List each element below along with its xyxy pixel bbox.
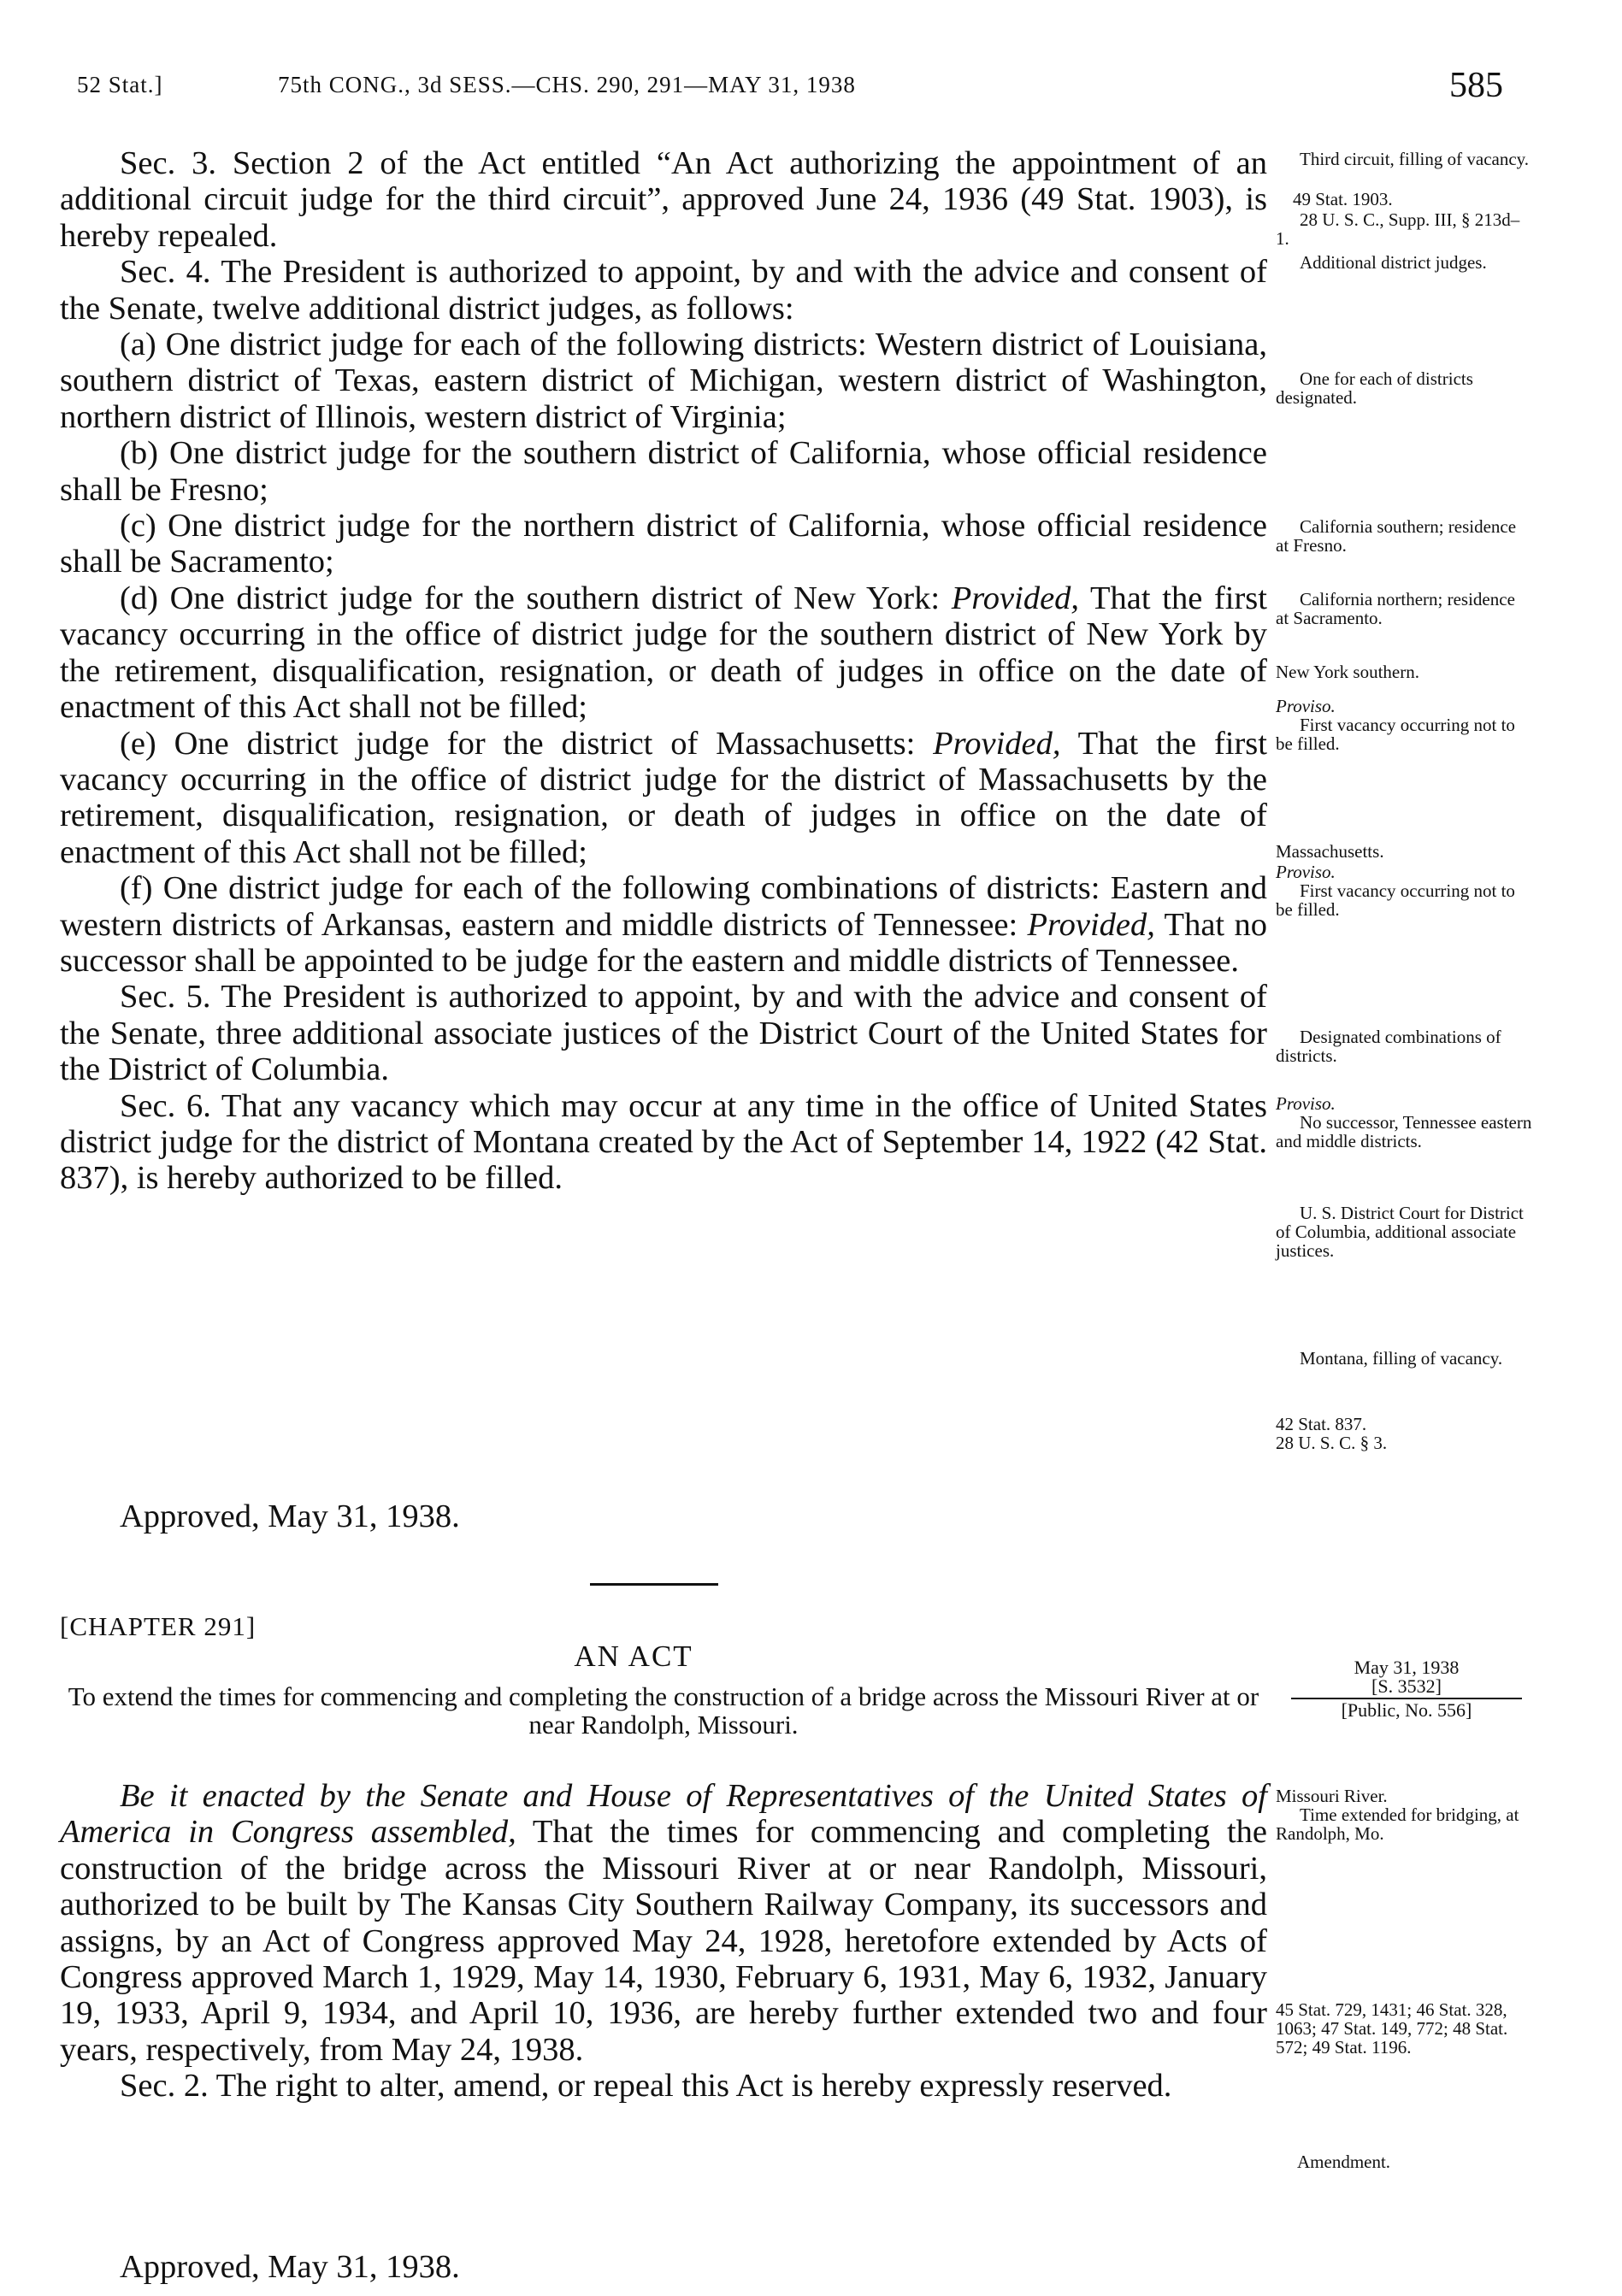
margin-note: Amendment.: [1297, 2152, 1391, 2172]
item-e: (e) One district judge for the district of Massachusetts: Provided, That the first vacancy occurring in the office of district judge for the district of Massachusetts by the retirement, disqualification, resignation, or death of judges in office on the date of enactment of this Act shall not be filled;: [60, 725, 1267, 870]
item-a: (a) One district judge for each of the following districts: Western district of Louisiana, southern district of Texas, eastern district of Michigan, western district of Washington, northern district of Illinois, western district of Virginia;: [60, 327, 1267, 435]
margin-note: Proviso. No successor, Tennessee eastern and middle districts.: [1276, 1093, 1532, 1151]
chapter-290-text: [60, 145, 1267, 1197]
margin-note: Additional district judges.: [1300, 252, 1487, 273]
margin-note: U. S. District Court for District of Columbia, additional associate justices.: [1276, 1203, 1524, 1261]
margin-note: Missouri River. Time extended for bridging, at Randolph, Mo.: [1276, 1786, 1519, 1844]
approval-line-1: Approved, May 31, 1938.: [120, 1498, 460, 1534]
senate-bill: [S. 3532]: [1371, 1675, 1442, 1697]
section-4: Sec. 4. The President is authorized to appoint, by and with the advice and consent of the Senate, twelve additional district judges, as follows:: [60, 254, 1267, 327]
act-title: To extend the times for commencing and completing the construction of a bridge across the Missouri River at or near Randolph, Missouri.: [68, 1681, 1259, 1740]
margin-note: Proviso. First vacancy occurring not to be filled.: [1276, 696, 1515, 754]
statute-volume: 52 Stat.]: [77, 72, 163, 97]
margin-note: Massachusetts.: [1276, 841, 1384, 862]
margin-note: New York southern.: [1276, 662, 1419, 682]
chapter-divider: [590, 1583, 718, 1586]
margin-note: Third circuit, filling of vacancy.: [1300, 149, 1530, 169]
an-act-heading: AN ACT: [574, 1640, 693, 1673]
margin-notes: [1276, 0, 1532, 2296]
chapter-291-text: [60, 1778, 1267, 2105]
section-5: Sec. 5. The President is authorized to appoint, by and with the advice and consent of the Senate, three additional associate justices of the District Court of the United States for the District of Columbia.: [60, 979, 1267, 1088]
session-chapter-line: 75th CONG., 3d SESS.—CHS. 290, 291—MAY 31, 1938: [278, 72, 856, 97]
item-f: (f) One district judge for each of the following combinations of districts: Eastern and western districts of Arkansas, eastern and middle districts of Tennessee: Provided, That no successor shall be appointed to be judge for the eastern and middle districts of Tennessee.: [60, 870, 1267, 979]
margin-note: One for each of districts designated.: [1276, 368, 1473, 408]
item-b: (b) One district judge for the southern district of California, whose official residence shall be Fresno;: [60, 435, 1267, 508]
public-law-number: [Public, No. 556]: [1341, 1699, 1472, 1721]
margin-note: 42 Stat. 837. 28 U. S. C. § 3.: [1276, 1414, 1388, 1453]
margin-note: 45 Stat. 729, 1431; 46 Stat. 328, 1063; 47 Stat. 149, 772; 48 Stat. 572; 49 Stat. 1196.: [1276, 1999, 1508, 2058]
section-3: Sec. 3. Section 2 of the Act entitled “An Act authorizing the appointment of an additional circuit judge for the third circuit”, approved June 24, 1936 (49 Stat. 1903), is hereby repealed.: [60, 145, 1267, 254]
item-d: (d) One district judge for the southern district of New York: Provided, That the first vacancy occurring in the office of district judge for the southern district of New York by the retirement, disqualification, resignation, or death of judges in office on the date of enactment of this Act shall not be filled;: [60, 580, 1267, 726]
margin-note: Proviso. First vacancy occurring not to be filled.: [1276, 862, 1515, 920]
page-number: 585: [1449, 66, 1503, 105]
margin-note: 49 Stat. 1903.: [1293, 189, 1393, 209]
section-6: Sec. 6. That any vacancy which may occur at any time in the office of United States district judge for the district of Montana created by the Act of September 14, 1922 (42 Stat. 837), is hereby authorized to be filled.: [60, 1087, 1267, 1197]
chapter-heading: [CHAPTER 291]: [60, 1611, 257, 1641]
enactment-date: May 31, 1938: [1354, 1657, 1460, 1678]
margin-note: California southern; residence at Fresno.: [1276, 516, 1517, 556]
item-c: (c) One district judge for the northern district of California, whose official residence shall be Sacramento;: [60, 508, 1267, 580]
approval-line-2: Approved, May 31, 1938.: [120, 2249, 460, 2285]
enacting-clause: Be it enacted by the Senate and House of Representatives of the United States of America in Congress assembled, That the times for commencing and completing the construction of the bridge across the Missouri River at or near Randolph, Missouri, authorized to be built by The Kansas City Southern Railway Company, its successors and assigns, by an Act of Congress approved May 24, 1928, heretofore extended by Acts of Congress approved March 1, 1929, May 14, 1930, February 6, 1931, May 6, 1932, January 19, 1933, April 9, 1934, and April 10, 1936, are hereby further extended two and four years, respectively, from May 24, 1938.: [60, 1778, 1267, 2068]
margin-note: Designated combinations of districts.: [1276, 1027, 1501, 1066]
margin-note: Montana, filling of vacancy.: [1300, 1348, 1503, 1369]
section-2: Sec. 2. The right to alter, amend, or repeal this Act is hereby expressly reserved.: [120, 2068, 1172, 2105]
margin-note: 28 U. S. C., Supp. III, § 213d–1.: [1276, 209, 1520, 249]
margin-note: California northern; residence at Sacramento.: [1276, 589, 1515, 628]
